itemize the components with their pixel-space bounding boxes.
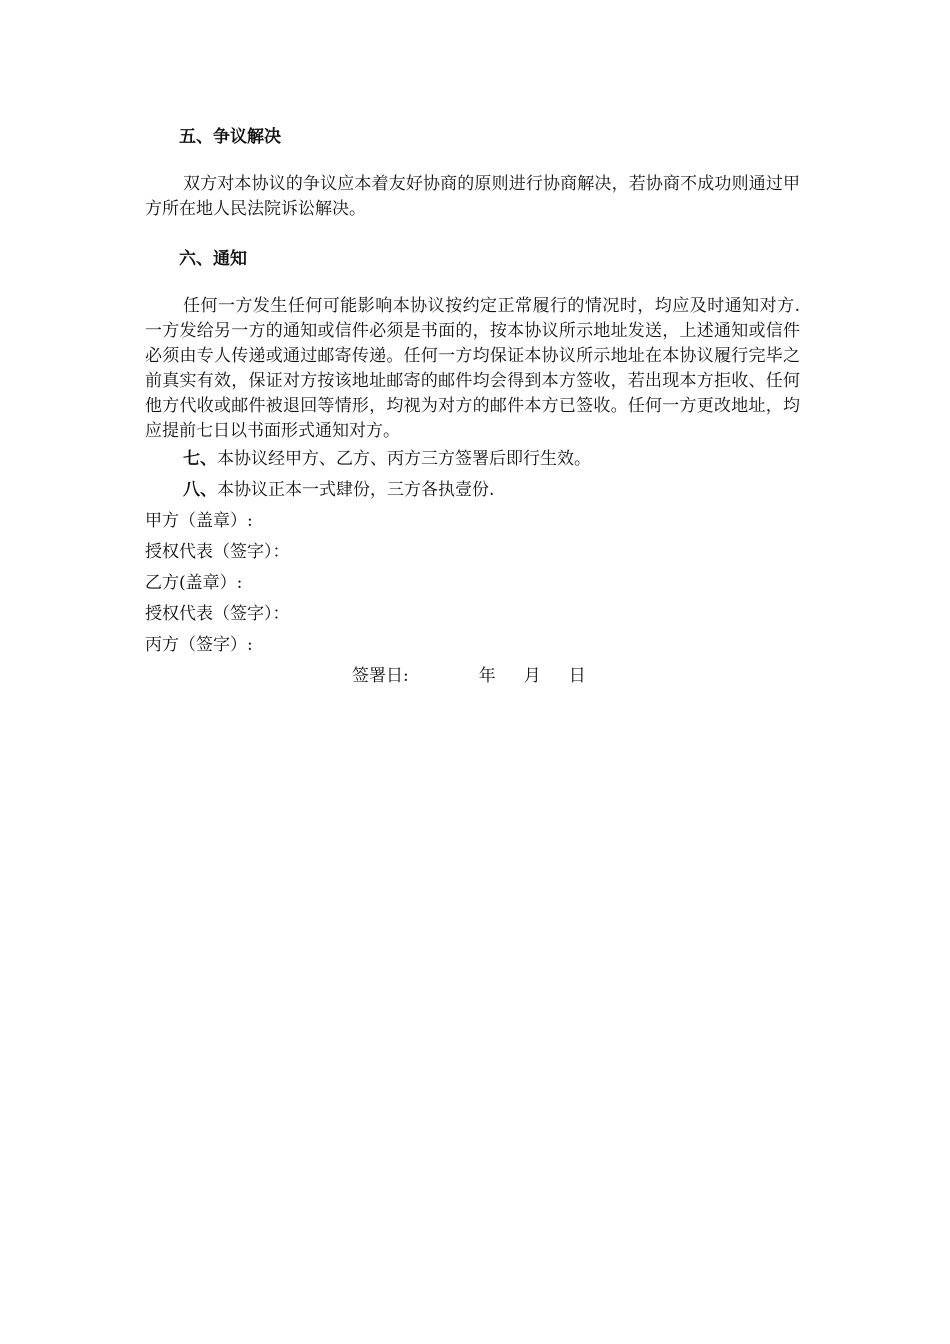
section-heading-notice: 六、通知 (179, 249, 247, 269)
signature-party-c: 丙方（签字）: (145, 635, 253, 655)
clause-number: 八、 (183, 480, 217, 500)
signing-date-day: 日 (568, 666, 586, 686)
clause-copies (145, 475, 800, 506)
document-page (145, 124, 800, 692)
clause-text: 本协议经甲方、乙方、丙方三方签署后即行生效。 (217, 449, 591, 469)
section-body-dispute: 双方对本协议的争议应本着友好协商的原则进行协商解决，若协商不成功则通过甲方所在地人民法院诉讼解决。 (145, 174, 800, 219)
clause-effective (145, 444, 800, 475)
clause-number: 七、 (183, 449, 217, 469)
signing-date-year: 年 (478, 666, 496, 686)
signature-party-b: 乙方(盖章）: (145, 573, 243, 593)
signature-party-a: 甲方（盖章）: (145, 511, 253, 531)
clause-text: 本协议正本一式肆份，三方各执壹份. (217, 480, 495, 500)
section-heading-dispute: 五、争议解决 (179, 127, 281, 147)
section-body-notice: 任何一方发生任何可能影响本协议按约定正常履行的情况时，均应及时通知对方.一方发给另一方的通知或信件必须是书面的，按本协议所示地址发送，上述通知或信件必须由专人传递或通过邮寄传递。任何一方均保证本协议所示地址在本协议履行完毕之前真实有效，保证对方按该地址邮寄的邮件均会得到本方签收，若出现本方拒收、任何他方代收或邮件被退回等情形，均视为对方的邮件本方已签收。任何一方更改地址，均应提前七日以书面形式通知对方。 (145, 296, 800, 441)
signing-date-label: 签署日: (352, 666, 409, 686)
signature-representative-a: 授权代表（签字）： (145, 542, 290, 562)
signature-representative-b: 授权代表（签字）： (145, 604, 290, 624)
signing-date-month: 月 (523, 666, 541, 686)
signing-date (145, 661, 800, 692)
